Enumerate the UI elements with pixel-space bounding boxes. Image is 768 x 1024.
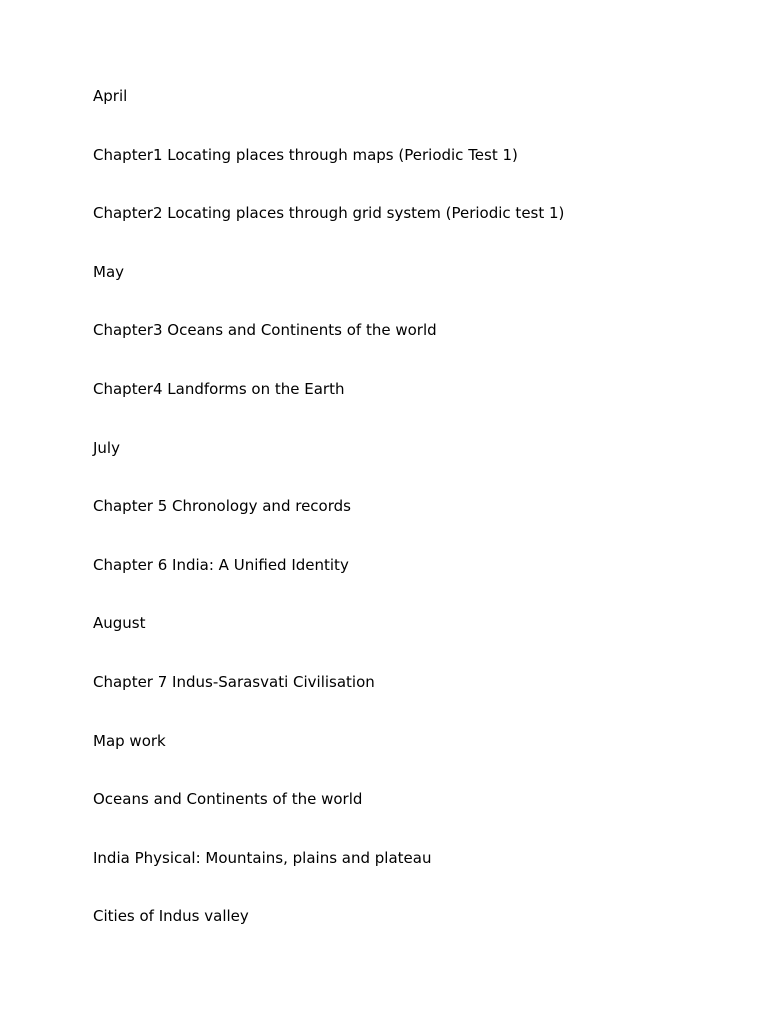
month-heading-may: May [93,262,125,281]
month-heading-july: July [93,438,120,457]
chapter-line-5: Chapter 5 Chronology and records [93,497,351,516]
map-work-item-3: Cities of Indus valley [93,907,249,926]
chapter-line-7: Chapter 7 Indus-Sarasvati Civilisation [93,672,375,691]
map-work-heading: Map work [93,731,166,750]
map-work-item-2: India Physical: Mountains, plains and plateau [93,848,432,867]
document-body [93,86,564,965]
chapter-line-3: Chapter3 Oceans and Continents of the world [93,321,437,340]
chapter-line-1: Chapter1 Locating places through maps (Periodic Test 1) [93,145,518,164]
chapter-line-4: Chapter4 Landforms on the Earth [93,379,345,398]
chapter-line-6: Chapter 6 India: A Unified Identity [93,555,349,574]
map-work-item-1: Oceans and Continents of the world [93,790,363,809]
chapter-line-2: Chapter2 Locating places through grid system (Periodic test 1) [93,204,565,223]
month-heading-august: August [93,614,146,633]
month-heading-april: April [93,87,128,105]
